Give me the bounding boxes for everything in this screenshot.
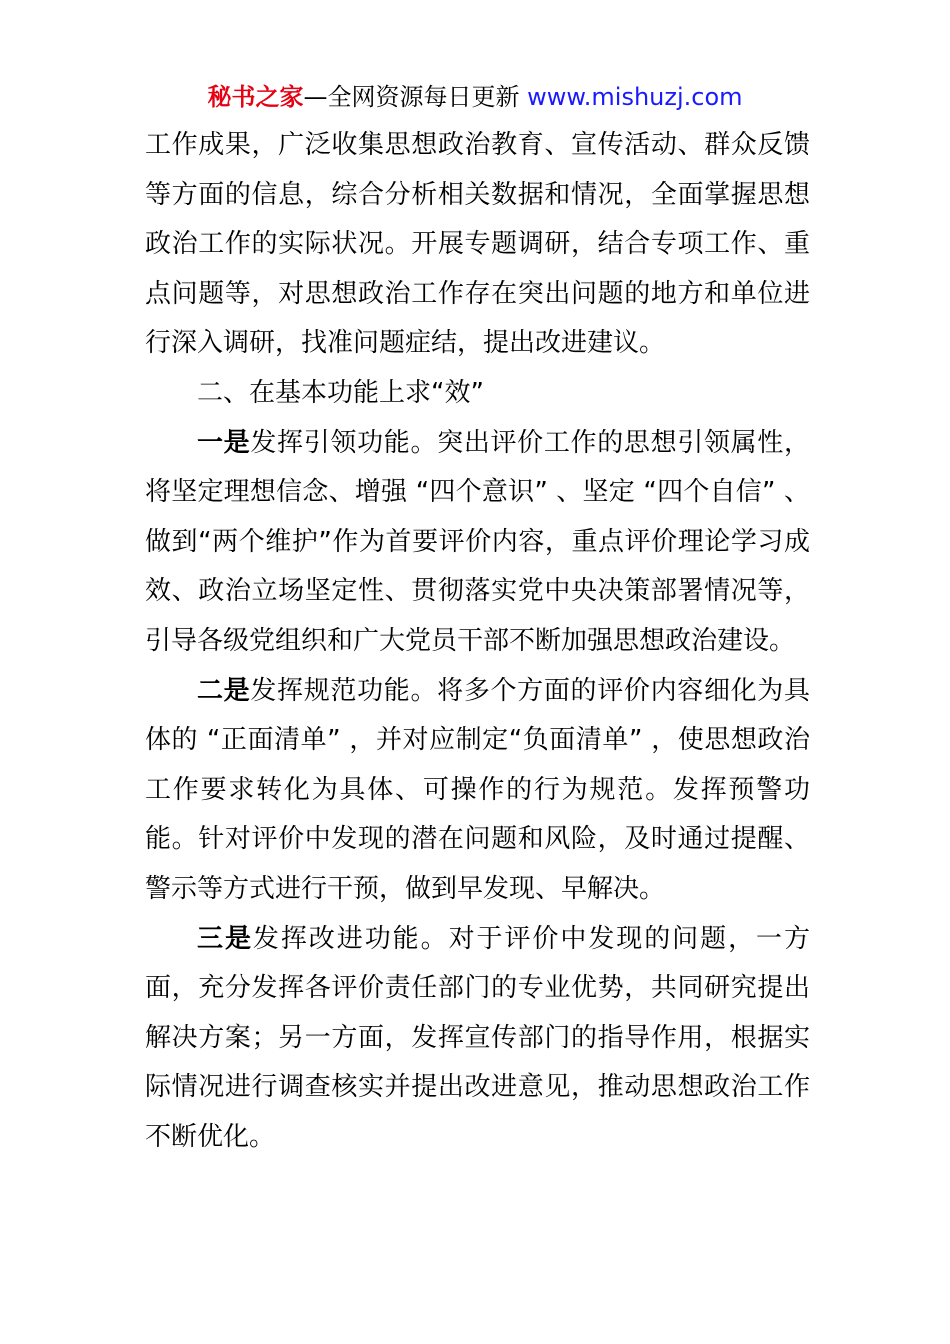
paragraph-point-1 — [145, 419, 810, 667]
paragraph-text: 发挥引领功能。突出评价工作的思想引领属性，将坚定理想信念、增强 “四个意识” 、坚定 “四个自信” 、做到“两个维护”作为首要评价内容，重点评价理论学习成效、政治立场坚定性、贯彻落实党中央决策部署情况等，引导各级党组织和广大党员干部不断加强思想政治建设。 — [145, 427, 810, 656]
header-tagline: —全网资源每日更新 — [303, 83, 528, 111]
document-body — [145, 121, 810, 1162]
section-heading — [145, 369, 810, 419]
paragraph-text: 发挥改进功能。对于评价中发现的问题，一方面，充分发挥各评价责任部门的专业优势，共同研究提出解决方案；另一方面，发挥宣传部门的指导作用，根据实际情况进行调查核实并提出改进意见，推动思想政治工作不断优化。 — [145, 923, 810, 1152]
paragraph-point-2 — [145, 667, 810, 915]
paragraph-text: 发挥规范功能。将多个方面的评价内容细化为具体的 “正面清单” ，并对应制定“负面清单” ，使思想政治工作要求转化为具体、可操作的行为规范。发挥预警功能。针对评价中发现的潜在问题和风险，及时通过提醒、警示等方式进行干预，做到早发现、早解决。 — [145, 675, 810, 904]
paragraph-text: 工作成果，广泛收集思想政治教育、宣传活动、群众反馈等方面的信息，综合分析相关数据和情况，全面掌握思想政治工作的实际状况。开展专题调研，结合专项工作、重点问题等，对思想政治工作存在突出问题的地方和单位进行深入调研，找准问题症结，提出改进建议。 — [145, 130, 810, 359]
header-brand: 秘书之家 — [207, 83, 304, 111]
header-url-link[interactable]: www.mishuzj.com — [527, 83, 743, 111]
paragraph-lead: 三是 — [197, 923, 253, 954]
paragraph-continuation — [145, 121, 810, 369]
paragraph-lead: 二是 — [197, 675, 251, 706]
section-heading-text: 二、在基本功能上求“效” — [197, 377, 484, 408]
paragraph-point-3 — [145, 915, 810, 1163]
paragraph-lead: 一是 — [197, 427, 251, 458]
page-header — [0, 80, 950, 114]
